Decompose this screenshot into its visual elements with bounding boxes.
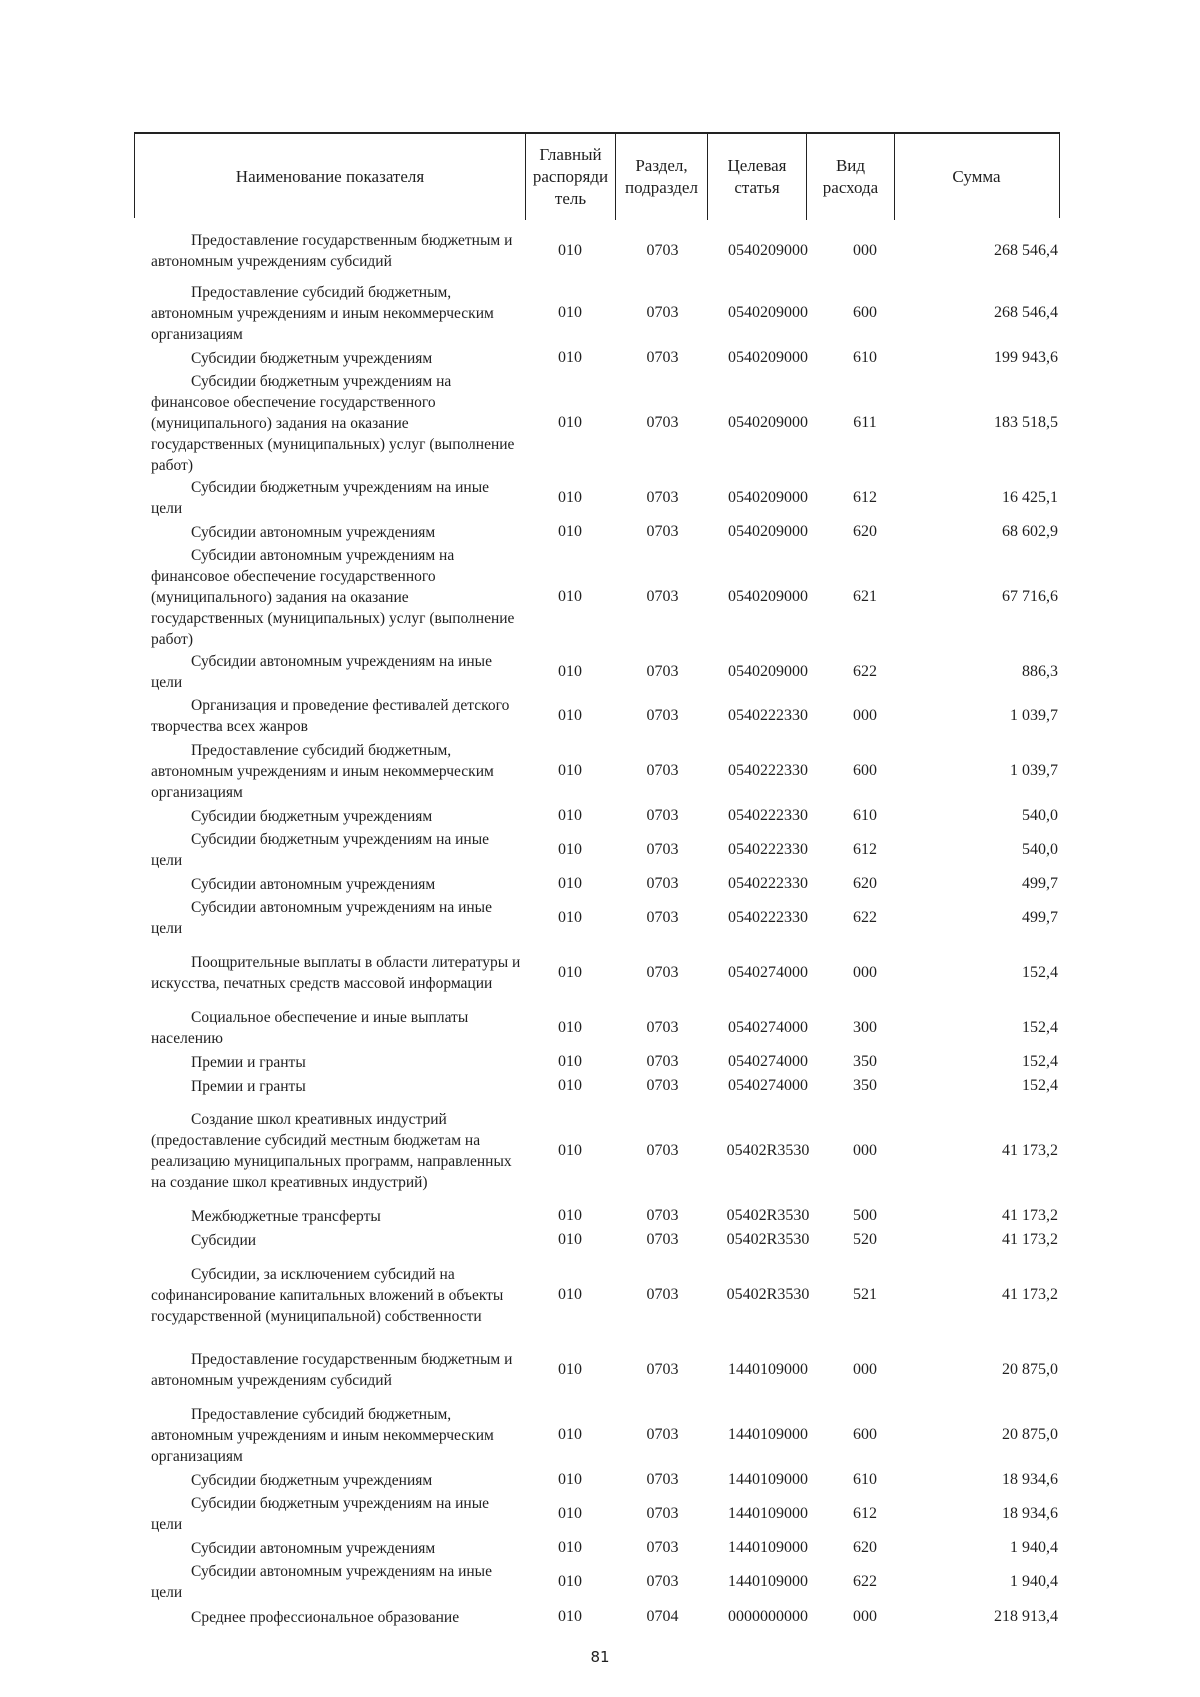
row-section: 0703 <box>646 489 679 506</box>
row-chief: 010 <box>558 964 582 981</box>
table-row <box>0 1228 1200 1252</box>
row-target: 1440109000 <box>728 1471 808 1488</box>
table-row <box>0 1604 1200 1630</box>
row-sum: 540,0 <box>1022 807 1058 824</box>
row-chief: 010 <box>558 1142 582 1159</box>
row-type: 620 <box>853 1539 877 1556</box>
row-chief: 010 <box>558 1471 582 1488</box>
row-name: Создание школ креативных индустрий (предоставление субсидий местным бюджетам на реализацию муниципальных программ, направленных на создание школ креативных индустрий) <box>151 1111 512 1191</box>
row-sum: 540,0 <box>1022 841 1058 858</box>
row-section: 0703 <box>646 1286 679 1303</box>
row-target: 0540209000 <box>728 414 808 431</box>
row-sum: 20 875,0 <box>1002 1426 1058 1443</box>
row-name: Субсидии бюджетным учреждениям <box>191 1471 433 1489</box>
row-name: Среднее профессиональное образование <box>191 1608 460 1626</box>
row-sum: 152,4 <box>1022 1019 1058 1036</box>
page-number: 81 <box>590 1648 610 1666</box>
row-section: 0703 <box>646 964 679 981</box>
row-chief: 010 <box>558 1019 582 1036</box>
row-section: 0703 <box>646 1053 679 1070</box>
row-target: 0540209000 <box>728 242 808 259</box>
row-section: 0703 <box>646 304 679 321</box>
row-section: 0703 <box>646 414 679 431</box>
row-target: 0540274000 <box>728 1077 808 1094</box>
row-type: 621 <box>853 588 877 605</box>
row-type: 620 <box>853 523 877 540</box>
row-section: 0703 <box>646 1426 679 1443</box>
row-target: 05402R3530 <box>726 1286 810 1303</box>
row-section: 0703 <box>646 807 679 824</box>
row-sum: 268 546,4 <box>994 304 1058 321</box>
row-type: 610 <box>853 1471 877 1488</box>
row-target: 0540209000 <box>728 489 808 506</box>
row-chief: 010 <box>558 663 582 680</box>
row-type: 000 <box>853 1361 877 1378</box>
table-row <box>0 804 1200 828</box>
row-target: 0540222330 <box>728 762 808 779</box>
row-type: 620 <box>853 875 877 892</box>
row-chief: 010 <box>558 1361 582 1378</box>
row-name: Субсидии автономным учреждениям <box>191 1539 436 1557</box>
row-target: 0540222330 <box>728 707 808 724</box>
row-type: 000 <box>853 242 877 259</box>
row-name: Субсидии бюджетным учреждениям на иные цели <box>151 479 490 517</box>
row-name: Субсидии, за исключением субсидий на софинансирование капитальных вложений в объекты государственной (муниципальной) собственности <box>151 1265 504 1325</box>
row-target: 1440109000 <box>728 1573 808 1590</box>
row-sum: 152,4 <box>1022 1053 1058 1070</box>
row-section: 0703 <box>646 1471 679 1488</box>
row-section: 0704 <box>646 1608 679 1625</box>
row-sum: 1 039,7 <box>1010 762 1058 779</box>
table-row <box>0 1050 1200 1074</box>
row-sum: 18 934,6 <box>1002 1505 1058 1522</box>
row-type: 622 <box>853 909 877 926</box>
row-section: 0703 <box>646 1077 679 1094</box>
row-name: Субсидии автономным учреждениям на иные цели <box>151 899 492 937</box>
row-sum: 1 940,4 <box>1010 1573 1058 1590</box>
row-name: Социальное обеспечение и иные выплаты населению <box>151 1009 469 1047</box>
row-target: 0540222330 <box>728 807 808 824</box>
row-target: 1440109000 <box>728 1539 808 1556</box>
row-section: 0703 <box>646 1505 679 1522</box>
row-type: 610 <box>853 349 877 366</box>
row-chief: 010 <box>558 489 582 506</box>
row-sum: 41 173,2 <box>1002 1231 1058 1248</box>
table-row <box>0 872 1200 896</box>
row-target: 0000000000 <box>728 1608 808 1625</box>
row-chief: 010 <box>558 909 582 926</box>
row-name: Субсидии автономным учреждениям <box>191 523 436 541</box>
row-chief: 010 <box>558 841 582 858</box>
row-type: 520 <box>853 1231 877 1248</box>
row-type: 622 <box>853 1573 877 1590</box>
row-sum: 20 875,0 <box>1002 1361 1058 1378</box>
table-row <box>0 544 1200 650</box>
row-section: 0703 <box>646 1019 679 1036</box>
row-name: Субсидии автономным учреждениям на иные цели <box>151 653 492 691</box>
row-target: 05402R3530 <box>726 1231 810 1248</box>
table-row <box>0 1402 1200 1468</box>
row-type: 612 <box>853 1505 877 1522</box>
row-chief: 010 <box>558 1207 582 1224</box>
row-chief: 010 <box>558 1573 582 1590</box>
row-sum: 152,4 <box>1022 1077 1058 1094</box>
row-target: 0540209000 <box>728 349 808 366</box>
row-name: Субсидии автономным учреждениям на финансовое обеспечение государственного (муниципального) задания на оказание государственных (муниципальных) услуг (выполнение работ) <box>151 546 515 648</box>
header-sum: Сумма <box>894 134 1058 220</box>
row-chief: 010 <box>558 1426 582 1443</box>
row-section: 0703 <box>646 1207 679 1224</box>
row-target: 0540209000 <box>728 304 808 321</box>
row-target: 0540222330 <box>728 909 808 926</box>
row-section: 0703 <box>646 523 679 540</box>
row-section: 0703 <box>646 588 679 605</box>
table-row <box>0 1560 1200 1604</box>
row-type: 350 <box>853 1077 877 1094</box>
row-section: 0703 <box>646 1539 679 1556</box>
row-sum: 16 425,1 <box>1002 489 1058 506</box>
row-type: 350 <box>853 1053 877 1070</box>
row-chief: 010 <box>558 1231 582 1248</box>
header-type: Вид расхода <box>806 134 894 220</box>
row-type: 000 <box>853 1142 877 1159</box>
table-row <box>0 738 1200 804</box>
row-chief: 010 <box>558 304 582 321</box>
row-name: Организация и проведение фестивалей детского творчества всех жанров <box>151 697 510 735</box>
row-name: Предоставление государственным бюджетным и автономным учреждениям субсидий <box>151 232 513 270</box>
table-row <box>0 1098 1200 1204</box>
row-chief: 010 <box>558 1505 582 1522</box>
table-row <box>0 226 1200 276</box>
row-target: 05402R3530 <box>726 1207 810 1224</box>
table-row <box>0 476 1200 520</box>
row-chief: 010 <box>558 523 582 540</box>
row-chief: 010 <box>558 1077 582 1094</box>
row-section: 0703 <box>646 841 679 858</box>
row-sum: 41 173,2 <box>1002 1286 1058 1303</box>
row-name: Премии и гранты <box>191 1053 306 1071</box>
row-section: 0703 <box>646 909 679 926</box>
row-sum: 41 173,2 <box>1002 1207 1058 1224</box>
row-type: 600 <box>853 762 877 779</box>
row-sum: 499,7 <box>1022 875 1058 892</box>
row-chief: 010 <box>558 1286 582 1303</box>
table-row <box>0 1074 1200 1098</box>
row-name: Предоставление государственным бюджетным и автономным учреждениям субсидий <box>151 1351 513 1389</box>
row-type: 000 <box>853 1608 877 1625</box>
row-chief: 010 <box>558 807 582 824</box>
table-row <box>0 370 1200 476</box>
row-chief: 010 <box>558 349 582 366</box>
row-name: Субсидии бюджетным учреждениям <box>191 349 433 367</box>
row-sum: 1 039,7 <box>1010 707 1058 724</box>
row-chief: 010 <box>558 875 582 892</box>
row-name: Предоставление субсидий бюджетным, автономным учреждениям и иным некоммерческим организациям <box>151 1405 494 1465</box>
header-name: Наименование показателя <box>235 167 425 186</box>
row-name: Поощрительные выплаты в области литературы и искусства, печатных средств массовой информации <box>151 954 521 992</box>
row-chief: 010 <box>558 414 582 431</box>
row-section: 0703 <box>646 1231 679 1248</box>
row-type: 610 <box>853 807 877 824</box>
row-chief: 010 <box>558 1608 582 1625</box>
row-name: Субсидии автономным учреждениям <box>191 875 436 893</box>
row-target: 0540222330 <box>728 875 808 892</box>
row-name: Предоставление субсидий бюджетным, автономным учреждениям и иным некоммерческим организациям <box>151 741 494 801</box>
table-row <box>0 828 1200 872</box>
row-sum: 67 716,6 <box>1002 588 1058 605</box>
row-name: Предоставление субсидий бюджетным, автономным учреждениям и иным некоммерческим организациям <box>151 283 494 343</box>
row-name: Межбюджетные трансферты <box>191 1207 381 1225</box>
row-chief: 010 <box>558 1053 582 1070</box>
table-row <box>0 1346 1200 1394</box>
row-sum: 41 173,2 <box>1002 1142 1058 1159</box>
row-section: 0703 <box>646 875 679 892</box>
header-section: Раздел, подраздел <box>615 134 707 220</box>
row-name: Субсидии бюджетным учреждениям <box>191 807 433 825</box>
row-chief: 010 <box>558 1539 582 1556</box>
row-section: 0703 <box>646 663 679 680</box>
table-row <box>0 1492 1200 1536</box>
row-sum: 499,7 <box>1022 909 1058 926</box>
row-type: 000 <box>853 707 877 724</box>
header-chief: Главный распоряди тель <box>525 134 615 220</box>
table-row <box>0 346 1200 370</box>
row-sum: 218 913,4 <box>994 1608 1058 1625</box>
table-row <box>0 1204 1200 1228</box>
table-row <box>0 1536 1200 1560</box>
row-name: Субсидии автономным учреждениям на иные цели <box>151 1563 492 1601</box>
row-section: 0703 <box>646 242 679 259</box>
row-chief: 010 <box>558 762 582 779</box>
row-target: 0540274000 <box>728 1019 808 1036</box>
table-row <box>0 520 1200 544</box>
row-target: 1440109000 <box>728 1426 808 1443</box>
row-target: 1440109000 <box>728 1361 808 1378</box>
row-chief: 010 <box>558 707 582 724</box>
row-section: 0703 <box>646 1573 679 1590</box>
row-target: 05402R3530 <box>726 1142 810 1159</box>
row-type: 622 <box>853 663 877 680</box>
table-row <box>0 1252 1200 1338</box>
row-sum: 268 546,4 <box>994 242 1058 259</box>
row-target: 1440109000 <box>728 1505 808 1522</box>
table-row <box>0 280 1200 346</box>
row-type: 300 <box>853 1019 877 1036</box>
row-type: 600 <box>853 304 877 321</box>
row-target: 0540209000 <box>728 588 808 605</box>
table-row <box>0 940 1200 1006</box>
header-target: Целевая статья <box>707 134 806 220</box>
row-target: 0540209000 <box>728 663 808 680</box>
row-target: 0540274000 <box>728 1053 808 1070</box>
row-sum: 18 934,6 <box>1002 1471 1058 1488</box>
table-row <box>0 1006 1200 1050</box>
row-target: 0540274000 <box>728 964 808 981</box>
row-name: Субсидии бюджетным учреждениям на иные цели <box>151 1495 490 1533</box>
row-section: 0703 <box>646 762 679 779</box>
row-sum: 199 943,6 <box>994 349 1058 366</box>
row-target: 0540209000 <box>728 523 808 540</box>
row-sum: 886,3 <box>1022 663 1058 680</box>
table-row <box>0 694 1200 738</box>
row-name: Субсидии бюджетным учреждениям на иные цели <box>151 831 490 869</box>
row-type: 612 <box>853 489 877 506</box>
row-sum: 68 602,9 <box>1002 523 1058 540</box>
row-name: Премии и гранты <box>191 1077 306 1095</box>
row-chief: 010 <box>558 588 582 605</box>
row-chief: 010 <box>558 242 582 259</box>
table-row <box>0 1468 1200 1492</box>
row-section: 0703 <box>646 349 679 366</box>
row-sum: 183 518,5 <box>994 414 1058 431</box>
row-sum: 152,4 <box>1022 964 1058 981</box>
row-type: 612 <box>853 841 877 858</box>
table-row <box>0 896 1200 940</box>
row-section: 0703 <box>646 1142 679 1159</box>
row-name: Субсидии <box>191 1231 257 1249</box>
row-target: 0540222330 <box>728 841 808 858</box>
row-type: 521 <box>853 1286 877 1303</box>
row-section: 0703 <box>646 707 679 724</box>
row-section: 0703 <box>646 1361 679 1378</box>
row-name: Субсидии бюджетным учреждениям на финансовое обеспечение государственного (муниципального) задания на оказание государственных (муниципальных) услуг (выполнение работ) <box>151 372 515 474</box>
row-type: 000 <box>853 964 877 981</box>
table-row <box>0 650 1200 694</box>
row-type: 600 <box>853 1426 877 1443</box>
row-sum: 1 940,4 <box>1010 1539 1058 1556</box>
row-type: 611 <box>853 414 877 431</box>
row-type: 500 <box>853 1207 877 1224</box>
